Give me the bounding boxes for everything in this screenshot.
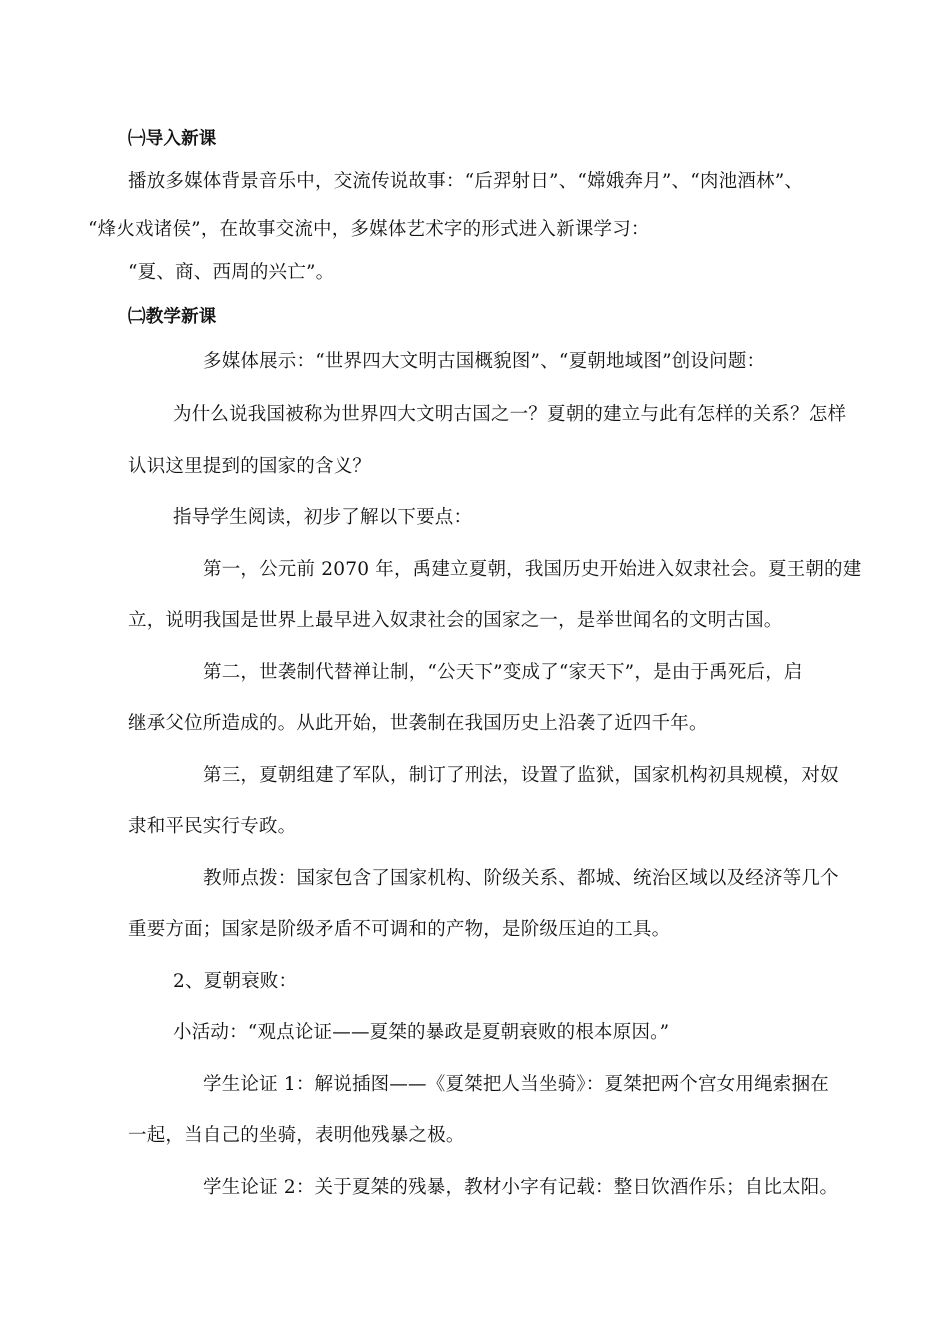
- media-display-line: 多媒体展示：“世界四大文明古国概貌图”、“夏朝地域图”创设问题：: [203, 351, 766, 372]
- point-line: 立，说明我国是世界上最早进入奴隶社会的国家之一，是举世闻名的文明古国。: [128, 610, 783, 631]
- argument-line: 学生论证 1：解说插图——《夏桀把人当坐骑》：夏桀把两个宫女用绳索捆在: [203, 1074, 829, 1095]
- point-line: 第一，公元前 2070 年，禹建立夏朝，我国历史开始进入奴隶社会。夏王朝的建: [203, 559, 862, 580]
- guide-line: 指导学生阅读，初步了解以下要点：: [173, 507, 473, 528]
- teacher-note-line: 教师点拨：国家包含了国家机构、阶级关系、都城、统治区域以及经济等几个: [203, 868, 839, 889]
- section-heading-intro: ㈠导入新课: [128, 129, 217, 149]
- intro-paragraph-line: 播放多媒体背景音乐中，交流传说故事：“后羿射日”、“嫦娥奔月”、“肉池酒林”、: [128, 171, 804, 192]
- activity-line: 小活动：“观点论证——夏桀的暴政是夏朝衰败的根本原因。”: [173, 1022, 670, 1043]
- point-line: 隶和平民实行专政。: [128, 816, 297, 837]
- intro-paragraph-line: “夏、商、西周的兴亡”。: [128, 262, 335, 283]
- subsection-heading-decline: 2、夏朝衰败：: [173, 971, 298, 992]
- argument-line: 一起，当自己的坐骑，表明他残暴之极。: [128, 1125, 465, 1146]
- intro-paragraph-line: “烽火戏诸侯”，在故事交流中，多媒体艺术字的形式进入新课学习：: [88, 219, 650, 240]
- argument-line: 学生论证 2：关于夏桀的残暴，教材小字有记载：整日饮酒作乐；自比太阳。: [203, 1177, 839, 1198]
- point-line: 第三，夏朝组建了军队，制订了刑法，设置了监狱，国家机构初具规模，对奴: [203, 765, 839, 786]
- point-line: 继承父位所造成的。从此开始，世袭制在我国历史上沿袭了近四千年。: [128, 713, 708, 734]
- question-line: 认识这里提到的国家的含义？: [128, 456, 372, 477]
- question-line: 为什么说我国被称为世界四大文明古国之一？夏朝的建立与此有怎样的关系？怎样: [173, 404, 847, 425]
- point-line: 第二，世袭制代替禅让制，“公天下”变成了“家天下”，是由于禹死后，启: [203, 662, 803, 683]
- teacher-note-line: 重要方面；国家是阶级矛盾不可调和的产物，是阶级压迫的工具。: [128, 919, 671, 940]
- section-heading-teaching: ㈡教学新课: [128, 307, 217, 327]
